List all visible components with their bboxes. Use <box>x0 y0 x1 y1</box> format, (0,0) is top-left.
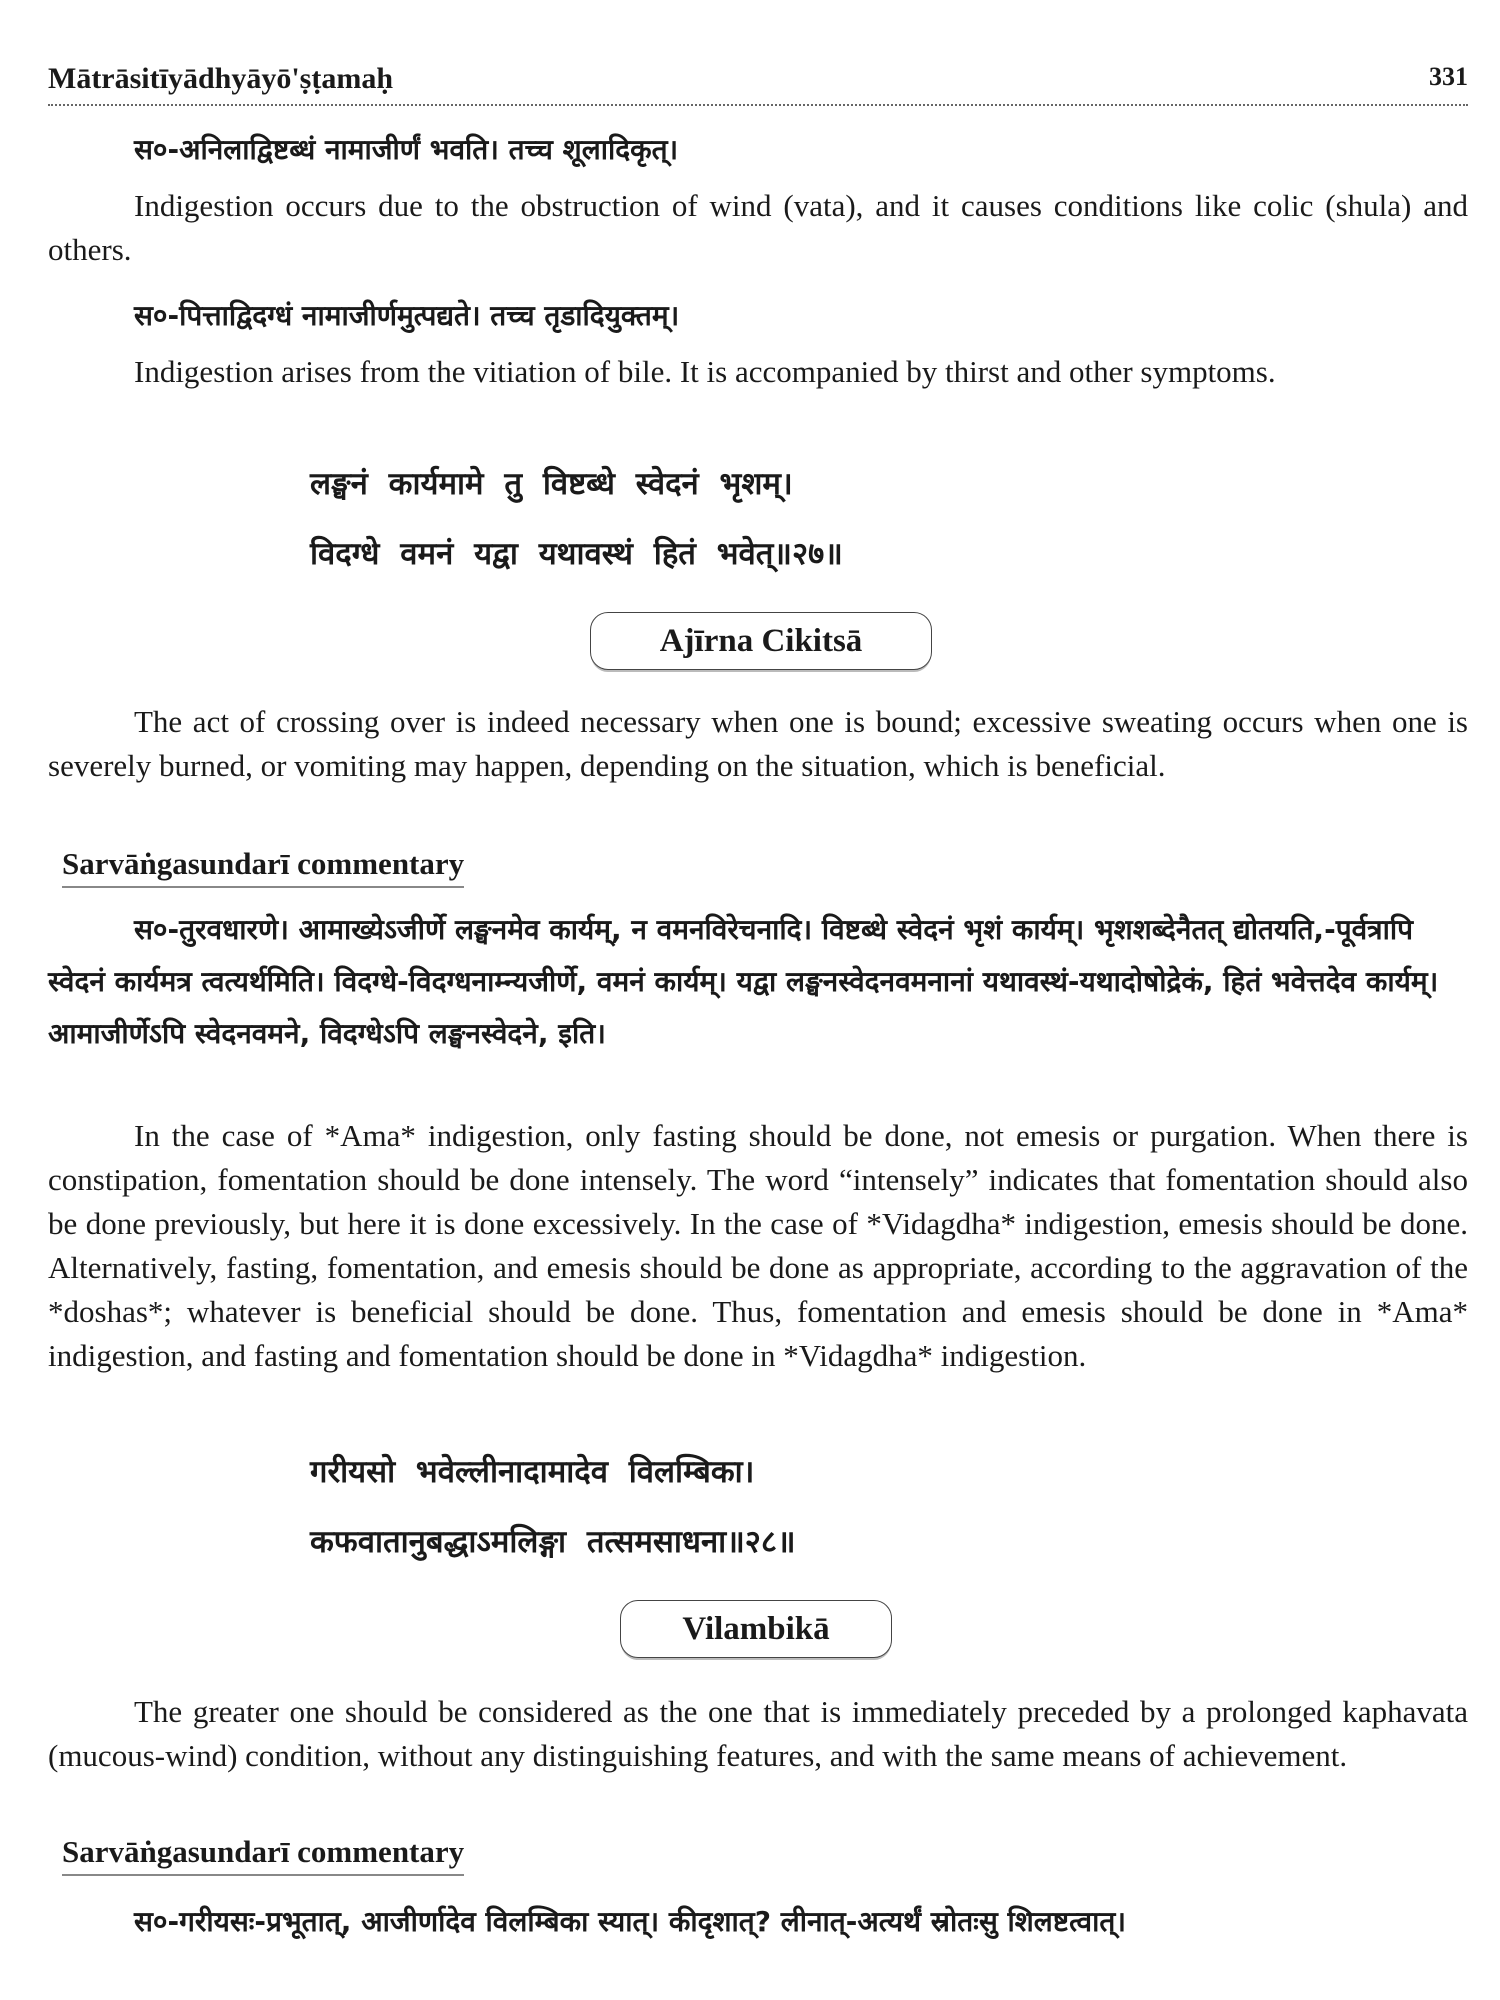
commentary-sanskrit-2 <box>48 1896 1468 1948</box>
translation-4 <box>48 1114 1468 1378</box>
commentary-heading-1: Sarvāṅgasundarī commentary <box>62 846 464 888</box>
commentary-sanskrit-1 <box>48 904 1468 1060</box>
english-text: Indigestion arises from the vitiation of bile. It is accompanied by thirst and other symptoms. <box>134 354 1276 389</box>
translation-3 <box>48 700 1468 788</box>
verse-28-line-2: कफवातानुबद्धाऽमलिङ्गा तत्समसाधना॥२८॥ <box>310 1524 796 1560</box>
translation-1 <box>48 184 1468 272</box>
sanskrit-text: स०-गरीयसः-प्रभूतात्, आजीर्णादेव विलम्बिका स्यात्। कीदृशात्? लीनात्-अत्यर्थं स्रोतःसु शिलष्टत्वात्। <box>134 1905 1126 1938</box>
verse-28-line-1: गरीयसो भवेल्लीनादामादेव विलम्बिका। <box>310 1454 755 1490</box>
sanskrit-text: स०-अनिलाद्विष्टब्धं नामाजीर्णं भवति। तच्च शूलादिकृत्। <box>134 133 679 166</box>
verse-27-line-1: लङ्घनं कार्यमामे तु विष्टब्धे स्वेदनं भृशम्। <box>310 466 793 502</box>
section-heading-vilambika: Vilambikā <box>620 1600 892 1658</box>
sanskrit-text: स०-तुरवधारणे। आमाख्येऽजीर्णे लङ्घनमेव कार्यम्, न वमनविरेचनादि। विष्टब्धे स्वेदनं भृशं कार्यम्। भृशशब्देनैतत् द्योतयति,-पूर्वत्रापि स्वेदनं कार्यमत्र त्वत्यर्थमिति। विदग्धे-विदग्धनाम्न्यजीर्णे, वमनं कार्यम्। यद्वा लङ्घनस्वेदनवमनानां यथावस्थं-यथादोषोद्रेकं, हितं भवेत्तदेव कार्यम्। आमाजीर्णेऽपि स्वेदनवमने, विदग्धेऽपि लङ्घनस्वेदने, इति। <box>48 913 1439 1050</box>
chapter-title: Mātrāsitīyādhyāyō'ṣṭamaḥ <box>48 62 393 95</box>
sanskrit-text: स०-पित्ताद्विदग्धं नामाजीर्णमुत्पद्यते। तच्च तृडादियुक्तम्। <box>134 299 680 332</box>
english-text: The greater one should be considered as the one that is immediately preceded by a prolonged kaphavata (mucous-wind) condition, without any distinguishing features, and with the same means of achievement. <box>48 1694 1468 1773</box>
english-text: Indigestion occurs due to the obstruction of wind (vata), and it causes conditions like colic (shula) and others. <box>48 188 1468 267</box>
running-header <box>48 62 1468 110</box>
translation-2 <box>48 350 1468 394</box>
english-text: The act of crossing over is indeed necessary when one is bound; excessive sweating occurs when one is severely burned, or vomiting may happen, depending on the situation, which is beneficial. <box>48 704 1468 783</box>
english-text: In the case of *Ama* indigestion, only fasting should be done, not emesis or purgation. When there is constipation, fomentation should be done intensely. The word “intensely” indicates that fomentation should also be done previously, but here it is done excessively. In the case of *Vidagdha* indigestion, emesis should be done. Alternatively, fasting, fomentation, and emesis should be done as appropriate, according to the aggravation of the *doshas*; whatever is beneficial should be done. Thus, fomentation and emesis should be done in *Ama* indigestion, and fasting and fomentation should be done in *Vidagdha* indigestion. <box>48 1118 1468 1373</box>
page-number: 331 <box>1429 62 1468 91</box>
section-heading-ajirna-cikitsa: Ajīrna Cikitsā <box>590 612 932 670</box>
sanskrit-passage-2 <box>48 290 1468 342</box>
commentary-heading-2: Sarvāṅgasundarī commentary <box>62 1834 464 1876</box>
header-rule <box>48 104 1468 106</box>
verse-27-line-2: विदग्धे वमनं यद्वा यथावस्थं हितं भवेत्॥२७॥ <box>310 536 843 572</box>
sanskrit-passage-1 <box>48 124 1468 176</box>
translation-5 <box>48 1690 1468 1778</box>
